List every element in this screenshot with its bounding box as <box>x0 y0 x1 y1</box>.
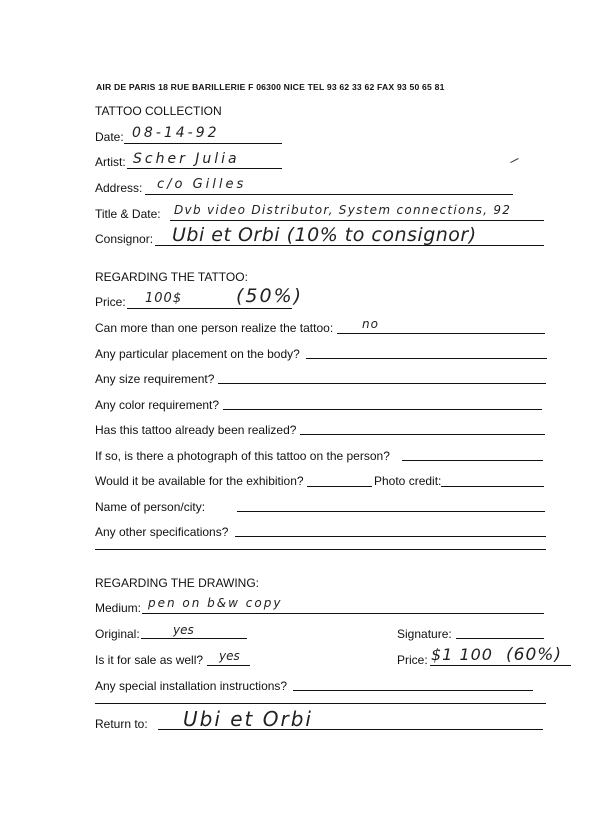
available-line[interactable] <box>307 486 372 487</box>
more-than-one-label: Can more than one person realize the tattoo: <box>95 321 334 335</box>
photograph-line[interactable] <box>402 460 543 461</box>
medium-line <box>142 613 544 614</box>
placement-label: Any particular placement on the body? <box>95 347 300 361</box>
more-than-one-line <box>337 333 545 334</box>
for-sale-line <box>207 665 250 666</box>
date-line <box>124 143 282 144</box>
installation-line[interactable] <box>293 690 533 691</box>
installation-label: Any special installation instructions? <box>95 679 288 693</box>
letterhead: AIR DE PARIS 18 RUE BARILLERIE F 06300 NICE TEL 93 62 33 62 FAX 93 50 65 81 <box>96 82 445 92</box>
color-label: Any color requirement? <box>95 398 220 412</box>
person-city-line[interactable] <box>237 511 545 512</box>
title-date-value[interactable]: Dvb video Distributor, System connections, 92 <box>174 203 512 217</box>
date-label: Date: <box>95 130 124 144</box>
tattoo-price-label: Price: <box>95 295 126 309</box>
drawing-price-label: Price: <box>397 653 428 667</box>
size-label: Any size requirement? <box>95 372 215 386</box>
signature-line[interactable] <box>456 638 544 639</box>
for-sale-label: Is it for sale as well? <box>95 653 204 667</box>
other-specs-label: Any other specifications? <box>95 525 229 539</box>
address-line <box>145 194 513 195</box>
artist-line <box>127 168 282 169</box>
drawing-section-heading: REGARDING THE DRAWING: <box>95 576 260 590</box>
drawing-price-line <box>430 665 571 666</box>
original-line <box>141 638 247 639</box>
tattoo-price-line <box>127 308 292 309</box>
more-than-one-value[interactable]: no <box>362 317 379 331</box>
drawing-price-note[interactable]: (60%) <box>506 645 563 665</box>
signature-label: Signature: <box>397 627 452 641</box>
for-sale-value[interactable]: yes <box>219 649 240 663</box>
installation-line-2[interactable] <box>95 703 546 704</box>
medium-value[interactable]: pen on b&w copy <box>148 596 283 610</box>
placement-line[interactable] <box>306 358 547 359</box>
form-title: TATTOO COLLECTION <box>95 104 222 118</box>
tattoo-price-note[interactable]: (50%) <box>236 285 304 307</box>
available-label: Would it be available for the exhibition? <box>95 474 304 488</box>
artist-label: Artist: <box>95 155 126 169</box>
consignor-value[interactable]: Ubi et Orbi (10% to consignor) <box>172 224 477 246</box>
tattoo-section-heading: REGARDING THE TATTOO: <box>95 270 248 284</box>
tattoo-price-value[interactable]: 100$ <box>145 291 183 306</box>
original-value[interactable]: yes <box>173 623 194 637</box>
realized-label: Has this tattoo already been realized? <box>95 423 297 437</box>
drawing-price-value[interactable]: $1 100 <box>431 645 493 664</box>
pen-mark <box>510 158 518 163</box>
consignor-label: Consignor: <box>95 232 154 246</box>
address-label: Address: <box>95 181 143 195</box>
person-city-label: Name of person/city: <box>95 500 206 514</box>
title-date-line <box>170 220 544 221</box>
date-value[interactable]: 08-14-92 <box>132 125 220 141</box>
other-specs-line-2[interactable] <box>95 549 546 550</box>
photograph-label: If so, is there a photograph of this tattoo on the person? <box>95 449 390 463</box>
color-line[interactable] <box>223 409 542 410</box>
medium-label: Medium: <box>95 601 142 615</box>
realized-line[interactable] <box>300 434 545 435</box>
size-line[interactable] <box>218 383 546 384</box>
other-specs-line[interactable] <box>235 536 546 537</box>
title-date-label: Title & Date: <box>95 207 161 221</box>
return-to-label: Return to: <box>95 717 148 731</box>
artist-value[interactable]: Scher Julia <box>133 151 240 167</box>
address-value[interactable]: c/o Gilles <box>157 177 247 192</box>
return-to-value[interactable]: Ubi et Orbi <box>183 707 313 731</box>
photo-credit-label: Photo credit: <box>374 474 442 488</box>
original-label: Original: <box>95 627 140 641</box>
photo-credit-line[interactable] <box>441 486 544 487</box>
